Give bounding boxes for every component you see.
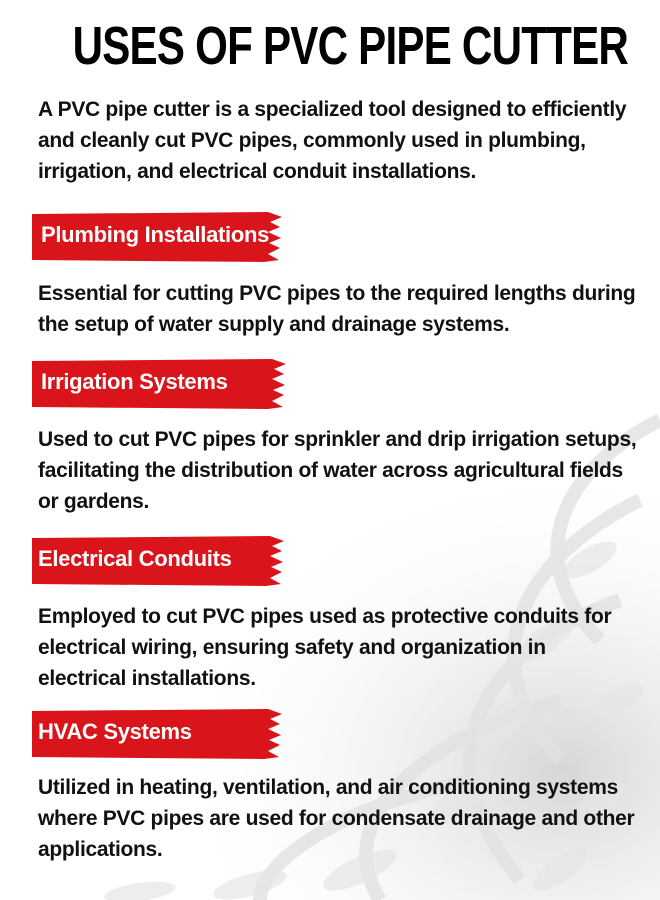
section-heading-irrigation: Irrigation Systems (41, 369, 228, 394)
intro-paragraph: A PVC pipe cutter is a specialized tool designed to efficiently and cleanly cut PVC pipes, commonly used in plumbing, irrigation, and electrical conduit installations. (38, 98, 627, 183)
section-banner-hvac (32, 707, 282, 761)
section-heading-electrical: Electrical Conduits (38, 546, 232, 571)
section-heading-plumbing: Plumbing Installations (41, 222, 270, 247)
page-title: USES OF PVC PIPE CUTTER (72, 16, 629, 76)
section-text-irrigation: Used to cut PVC pipes for sprinkler and drip irrigation setups, facilitating the distribution of water across agricultural fields or gardens. (38, 428, 637, 513)
section-banner-irrigation (32, 357, 286, 411)
section-heading-hvac: HVAC Systems (38, 719, 192, 744)
section-banner-plumbing (32, 210, 282, 264)
section-text-hvac: Utilized in heating, ventilation, and air conditioning systems where PVC pipes are used for condensate drainage and other applications. (38, 776, 635, 861)
section-text-plumbing: Essential for cutting PVC pipes to the required lengths during the setup of water supply and drainage systems. (38, 282, 636, 336)
section-text-electrical: Employed to cut PVC pipes used as protective conduits for electrical wiring, ensuring safety and organization in electrical installations. (38, 605, 612, 690)
section-banner-electrical (32, 534, 284, 588)
